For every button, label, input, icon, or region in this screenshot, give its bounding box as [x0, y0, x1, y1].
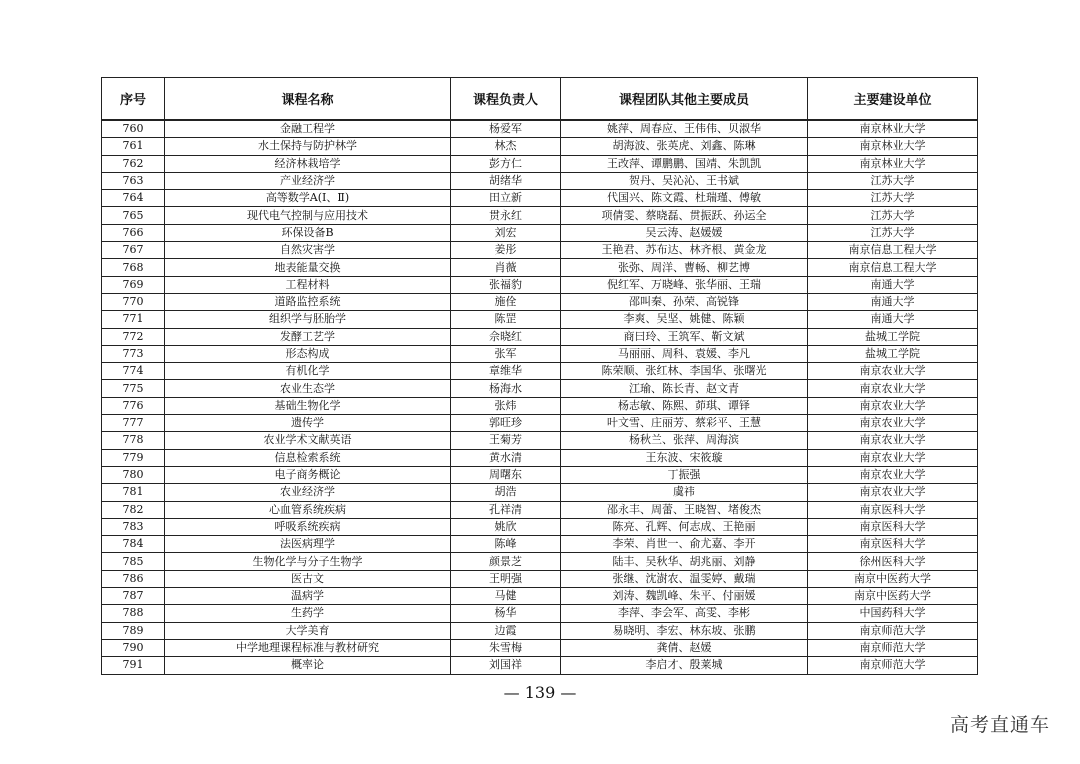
cell-index: 783	[102, 518, 165, 535]
cell-course-name: 农业学术文献英语	[165, 432, 451, 449]
header-institution: 主要建设单位	[808, 78, 978, 121]
cell-index: 764	[102, 190, 165, 207]
table-row	[102, 311, 978, 328]
cell-institution: 南京农业大学	[808, 432, 978, 449]
cell-index: 779	[102, 449, 165, 466]
cell-course-lead: 马健	[451, 588, 561, 605]
cell-course-lead: 胡浩	[451, 484, 561, 501]
cell-index: 790	[102, 639, 165, 656]
cell-index: 775	[102, 380, 165, 397]
cell-team-members: 姚萍、周春应、王伟伟、贝淑华	[561, 120, 808, 138]
cell-course-name: 组织学与胚胎学	[165, 311, 451, 328]
cell-index: 770	[102, 293, 165, 310]
cell-course-lead: 刘宏	[451, 224, 561, 241]
cell-course-lead: 肖薇	[451, 259, 561, 276]
cell-team-members: 李爽、吴坚、姚健、陈颖	[561, 311, 808, 328]
cell-course-lead: 佘晓红	[451, 328, 561, 345]
cell-course-name: 金融工程学	[165, 120, 451, 138]
cell-course-lead: 姚欣	[451, 518, 561, 535]
cell-index: 778	[102, 432, 165, 449]
cell-institution: 南京中医药大学	[808, 588, 978, 605]
cell-course-name: 概率论	[165, 657, 451, 674]
page-number: — 139 —	[503, 683, 577, 702]
cell-course-name: 环保设备B	[165, 224, 451, 241]
cell-course-name: 形态构成	[165, 345, 451, 362]
cell-team-members: 江瑜、陈长青、赵文青	[561, 380, 808, 397]
cell-index: 772	[102, 328, 165, 345]
cell-institution: 南京农业大学	[808, 484, 978, 501]
table-row	[102, 570, 978, 587]
table-row	[102, 242, 978, 259]
cell-team-members: 胡海波、张英虎、刘鑫、陈琳	[561, 138, 808, 155]
cell-team-members: 陆丰、吴秋华、胡兆丽、刘静	[561, 553, 808, 570]
cell-institution: 南京师范大学	[808, 657, 978, 674]
cell-index: 773	[102, 345, 165, 362]
table-row	[102, 639, 978, 656]
cell-course-lead: 陈峰	[451, 536, 561, 553]
cell-institution: 南京林业大学	[808, 120, 978, 138]
cell-institution: 南通大学	[808, 276, 978, 293]
cell-course-name: 自然灾害学	[165, 242, 451, 259]
cell-team-members: 项倩雯、蔡晓磊、贯振跃、孙运全	[561, 207, 808, 224]
cell-institution: 南通大学	[808, 311, 978, 328]
cell-course-lead: 杨海水	[451, 380, 561, 397]
cell-course-lead: 周曙东	[451, 466, 561, 483]
table-row	[102, 501, 978, 518]
table-row	[102, 588, 978, 605]
cell-institution: 南京农业大学	[808, 466, 978, 483]
table-row	[102, 328, 978, 345]
cell-institution: 徐州医科大学	[808, 553, 978, 570]
cell-course-name: 农业生态学	[165, 380, 451, 397]
cell-course-name: 医古文	[165, 570, 451, 587]
cell-institution: 南京师范大学	[808, 622, 978, 639]
table-row	[102, 484, 978, 501]
table-row	[102, 536, 978, 553]
table-row	[102, 190, 978, 207]
table-row	[102, 449, 978, 466]
cell-course-lead: 林杰	[451, 138, 561, 155]
table-row	[102, 155, 978, 172]
cell-course-name: 大学美育	[165, 622, 451, 639]
cell-index: 786	[102, 570, 165, 587]
cell-course-name: 农业经济学	[165, 484, 451, 501]
cell-team-members: 王改萍、谭鹏鹏、国靖、朱凯凯	[561, 155, 808, 172]
cell-index: 774	[102, 363, 165, 380]
table-row	[102, 259, 978, 276]
cell-course-name: 水土保持与防护林学	[165, 138, 451, 155]
cell-team-members: 王艳君、苏布达、林齐根、黄金龙	[561, 242, 808, 259]
cell-course-lead: 刘国祥	[451, 657, 561, 674]
cell-index: 785	[102, 553, 165, 570]
cell-institution: 南京农业大学	[808, 397, 978, 414]
cell-team-members: 叶文雪、庄丽芳、蔡彩平、王慧	[561, 415, 808, 432]
cell-course-lead: 朱雪梅	[451, 639, 561, 656]
watermark-text: 高考直通车	[949, 714, 1050, 736]
table-row	[102, 518, 978, 535]
table-row	[102, 466, 978, 483]
cell-team-members: 王东波、宋筱璇	[561, 449, 808, 466]
cell-course-lead: 郭旺珍	[451, 415, 561, 432]
cell-course-lead: 胡绪华	[451, 172, 561, 189]
cell-course-name: 心血管系统疾病	[165, 501, 451, 518]
cell-index: 771	[102, 311, 165, 328]
cell-course-lead: 彭方仁	[451, 155, 561, 172]
cell-index: 766	[102, 224, 165, 241]
cell-course-lead: 张炜	[451, 397, 561, 414]
cell-index: 788	[102, 605, 165, 622]
cell-course-lead: 杨爱军	[451, 120, 561, 138]
cell-index: 782	[102, 501, 165, 518]
cell-course-lead: 施佺	[451, 293, 561, 310]
cell-institution: 南京林业大学	[808, 138, 978, 155]
cell-course-name: 电子商务概论	[165, 466, 451, 483]
table-row	[102, 345, 978, 362]
header-course-name: 课程名称	[165, 78, 451, 121]
cell-team-members: 李萍、李会军、高雯、李彬	[561, 605, 808, 622]
cell-course-name: 工程材料	[165, 276, 451, 293]
cell-course-lead: 张军	[451, 345, 561, 362]
cell-team-members: 邵叫秦、孙荣、高锐锋	[561, 293, 808, 310]
cell-institution: 南京农业大学	[808, 380, 978, 397]
cell-course-name: 温病学	[165, 588, 451, 605]
cell-course-lead: 张福豹	[451, 276, 561, 293]
cell-course-name: 中学地理课程标准与教材研究	[165, 639, 451, 656]
cell-course-name: 生药学	[165, 605, 451, 622]
cell-institution: 南京林业大学	[808, 155, 978, 172]
cell-course-lead: 边霞	[451, 622, 561, 639]
table-row	[102, 553, 978, 570]
cell-team-members: 陈亮、孔辉、何志成、王艳丽	[561, 518, 808, 535]
cell-institution: 南通大学	[808, 293, 978, 310]
cell-course-lead: 王菊芳	[451, 432, 561, 449]
cell-index: 760	[102, 120, 165, 138]
cell-index: 777	[102, 415, 165, 432]
cell-course-name: 遗传学	[165, 415, 451, 432]
cell-course-lead: 杨华	[451, 605, 561, 622]
cell-index: 765	[102, 207, 165, 224]
cell-team-members: 吴云涛、赵媛媛	[561, 224, 808, 241]
cell-team-members: 邵永丰、周蕾、王晓智、堵俊杰	[561, 501, 808, 518]
cell-course-lead: 孔祥清	[451, 501, 561, 518]
cell-index: 780	[102, 466, 165, 483]
cell-course-lead: 黄水清	[451, 449, 561, 466]
header-team-members: 课程团队其他主要成员	[561, 78, 808, 121]
cell-index: 784	[102, 536, 165, 553]
cell-index: 776	[102, 397, 165, 414]
table-row	[102, 207, 978, 224]
cell-index: 789	[102, 622, 165, 639]
cell-team-members: 李荣、肖世一、俞尤嘉、李开	[561, 536, 808, 553]
header-course-lead: 课程负责人	[451, 78, 561, 121]
cell-institution: 南京医科大学	[808, 536, 978, 553]
course-table	[101, 77, 978, 675]
cell-course-name: 法医病理学	[165, 536, 451, 553]
cell-course-name: 地表能量交换	[165, 259, 451, 276]
cell-institution: 南京农业大学	[808, 363, 978, 380]
table-row	[102, 605, 978, 622]
cell-course-name: 呼吸系统疾病	[165, 518, 451, 535]
table-row	[102, 415, 978, 432]
cell-team-members: 易晓明、李宏、林东坡、张鹏	[561, 622, 808, 639]
cell-index: 767	[102, 242, 165, 259]
cell-team-members: 丁振强	[561, 466, 808, 483]
cell-index: 791	[102, 657, 165, 674]
cell-team-members: 李启才、殷莱城	[561, 657, 808, 674]
cell-course-name: 发酵工艺学	[165, 328, 451, 345]
cell-course-lead: 姜彤	[451, 242, 561, 259]
cell-institution: 江苏大学	[808, 207, 978, 224]
cell-index: 768	[102, 259, 165, 276]
cell-team-members: 马丽丽、周科、袁媛、李凡	[561, 345, 808, 362]
cell-course-lead: 贯永红	[451, 207, 561, 224]
cell-course-name: 信息检索系统	[165, 449, 451, 466]
cell-team-members: 杨志敏、陈熙、茆琪、谭铎	[561, 397, 808, 414]
cell-team-members: 倪红军、万晓峰、张华丽、王瑞	[561, 276, 808, 293]
cell-team-members: 刘涛、魏凯峰、朱平、付丽媛	[561, 588, 808, 605]
cell-team-members: 张弥、周洋、曹畅、柳艺博	[561, 259, 808, 276]
cell-team-members: 商曰玲、王筑军、靳文斌	[561, 328, 808, 345]
cell-course-name: 产业经济学	[165, 172, 451, 189]
cell-institution: 盐城工学院	[808, 328, 978, 345]
cell-team-members: 龚倩、赵媛	[561, 639, 808, 656]
cell-institution: 江苏大学	[808, 172, 978, 189]
cell-institution: 江苏大学	[808, 190, 978, 207]
cell-institution: 南京农业大学	[808, 449, 978, 466]
cell-institution: 南京农业大学	[808, 415, 978, 432]
cell-course-lead: 颜景芝	[451, 553, 561, 570]
cell-index: 781	[102, 484, 165, 501]
cell-team-members: 张继、沈澍农、温雯婷、戴瑞	[561, 570, 808, 587]
table-row	[102, 397, 978, 414]
table-row	[102, 224, 978, 241]
cell-index: 761	[102, 138, 165, 155]
table-row	[102, 293, 978, 310]
cell-course-name: 经济林栽培学	[165, 155, 451, 172]
cell-index: 787	[102, 588, 165, 605]
cell-course-name: 高等数学A(Ⅰ、Ⅱ)	[165, 190, 451, 207]
cell-index: 763	[102, 172, 165, 189]
table-row	[102, 138, 978, 155]
cell-course-lead: 王明强	[451, 570, 561, 587]
cell-team-members: 贺丹、吴沁沁、王书斌	[561, 172, 808, 189]
cell-institution: 中国药科大学	[808, 605, 978, 622]
cell-team-members: 虞祎	[561, 484, 808, 501]
cell-course-name: 生物化学与分子生物学	[165, 553, 451, 570]
cell-course-lead: 田立新	[451, 190, 561, 207]
cell-institution: 南京信息工程大学	[808, 259, 978, 276]
cell-institution: 南京医科大学	[808, 501, 978, 518]
cell-index: 762	[102, 155, 165, 172]
table-row	[102, 622, 978, 639]
cell-institution: 南京师范大学	[808, 639, 978, 656]
table-row	[102, 363, 978, 380]
table-header-row	[102, 78, 978, 121]
table-body	[102, 120, 978, 674]
cell-team-members: 杨秋兰、张萍、周海滨	[561, 432, 808, 449]
cell-index: 769	[102, 276, 165, 293]
cell-institution: 南京信息工程大学	[808, 242, 978, 259]
header-index: 序号	[102, 78, 165, 121]
table-row	[102, 432, 978, 449]
table-row	[102, 172, 978, 189]
cell-institution: 江苏大学	[808, 224, 978, 241]
cell-course-name: 道路监控系统	[165, 293, 451, 310]
cell-institution: 盐城工学院	[808, 345, 978, 362]
table-row	[102, 276, 978, 293]
cell-team-members: 陈荣顺、张红林、李国华、张曙光	[561, 363, 808, 380]
cell-institution: 南京中医药大学	[808, 570, 978, 587]
cell-course-name: 有机化学	[165, 363, 451, 380]
table-row	[102, 657, 978, 674]
table-row	[102, 120, 978, 138]
cell-course-lead: 陈罡	[451, 311, 561, 328]
table-row	[102, 380, 978, 397]
cell-course-name: 现代电气控制与应用技术	[165, 207, 451, 224]
cell-team-members: 代国兴、陈文霞、杜瑞瑾、傅敏	[561, 190, 808, 207]
cell-institution: 南京医科大学	[808, 518, 978, 535]
cell-course-name: 基础生物化学	[165, 397, 451, 414]
cell-course-lead: 章维华	[451, 363, 561, 380]
